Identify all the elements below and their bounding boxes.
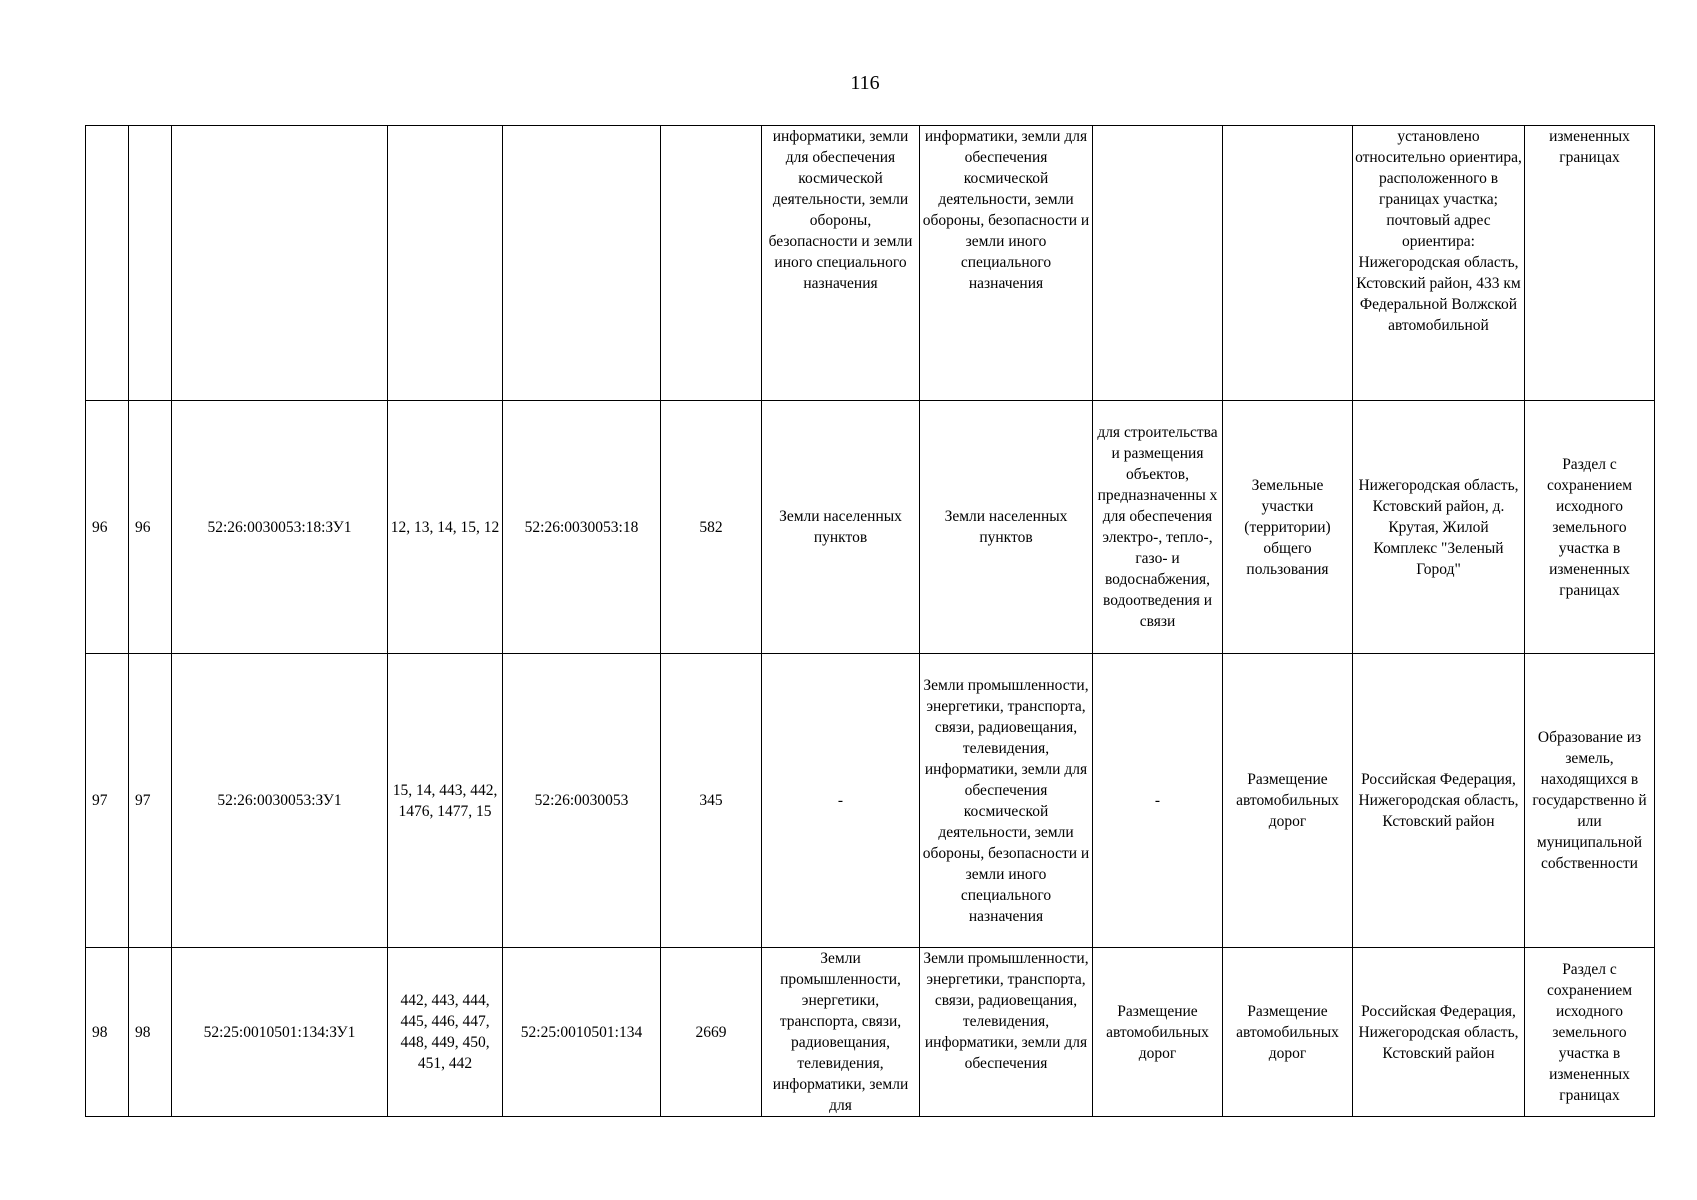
table-row [86, 948, 1655, 1117]
category-before-cell: - [762, 654, 920, 948]
plot-number-cell: 97 [129, 654, 172, 948]
cadastral-cell: 52:26:0030053 [503, 654, 661, 948]
plot-number-cell [129, 126, 172, 401]
row-number-cell [86, 126, 129, 401]
area-cell [661, 126, 762, 401]
page-number: 116 [850, 72, 880, 94]
area-cell: 582 [661, 401, 762, 654]
use-before-cell: для строительства и размещения объектов, предназначенны х для обеспечения электро-, тепло-, газо- и водоснабжения, водоотведения и связи [1093, 401, 1223, 654]
category-after-cell: Земли промышленности, энергетики, транспорта, связи, радиовещания, телевидения, информатики, земли для обеспечения космической деятельности, земли обороны, безопасности и земли иного специального назначения [920, 654, 1093, 948]
plot-number-cell: 96 [129, 401, 172, 654]
address-cell: Российская Федерация, Нижегородская область, Кстовский район [1353, 654, 1525, 948]
use-after-cell: Земельные участки (территории) общего пользования [1223, 401, 1353, 654]
plot-number-cell: 98 [129, 948, 172, 1117]
points-cell: 15, 14, 443, 442, 1476, 1477, 15 [388, 654, 503, 948]
method-cell: измененных границах [1525, 126, 1655, 401]
row-number-cell: 98 [86, 948, 129, 1117]
method-cell: Раздел с сохранением исходного земельного участка в измененных границах [1525, 948, 1655, 1117]
table-row [86, 126, 1655, 401]
category-before-cell: информатики, земли для обеспечения космической деятельности, земли обороны, безопасности и земли иного специального назначения [762, 126, 920, 401]
category-after-cell: Земли населенных пунктов [920, 401, 1093, 654]
table-row [86, 401, 1655, 654]
row-number-cell: 96 [86, 401, 129, 654]
points-cell: 442, 443, 444, 445, 446, 447, 448, 449, 450, 451, 442 [388, 948, 503, 1117]
plot-id-cell: 52:25:0010501:134:ЗУ1 [172, 948, 388, 1117]
points-cell [388, 126, 503, 401]
plot-id-cell [172, 126, 388, 401]
method-cell: Образование из земель, находящихся в государственно й или муниципальной собственности [1525, 654, 1655, 948]
area-cell: 2669 [661, 948, 762, 1117]
cadastral-cell: 52:25:0010501:134 [503, 948, 661, 1117]
land-plot-table [85, 125, 1655, 1117]
use-after-cell: Размещение автомобильных дорог [1223, 654, 1353, 948]
category-after-cell: Земли промышленности, энергетики, транспорта, связи, радиовещания, телевидения, информатики, земли для обеспечения [920, 948, 1093, 1117]
use-before-cell: Размещение автомобильных дорог [1093, 948, 1223, 1117]
category-before-cell: Земли населенных пунктов [762, 401, 920, 654]
use-before-cell: - [1093, 654, 1223, 948]
method-cell: Раздел с сохранением исходного земельного участка в измененных границах [1525, 401, 1655, 654]
row-number-cell: 97 [86, 654, 129, 948]
table-row [86, 654, 1655, 948]
use-after-cell: Размещение автомобильных дорог [1223, 948, 1353, 1117]
area-cell: 345 [661, 654, 762, 948]
cadastral-cell: 52:26:0030053:18 [503, 401, 661, 654]
address-cell: Нижегородская область, Кстовский район, д. Крутая, Жилой Комплекс "Зеленый Город" [1353, 401, 1525, 654]
plot-id-cell: 52:26:0030053:ЗУ1 [172, 654, 388, 948]
category-after-cell: информатики, земли для обеспечения космической деятельности, земли обороны, безопасности и земли иного специального назначения [920, 126, 1093, 401]
address-cell: Российская Федерация, Нижегородская область, Кстовский район [1353, 948, 1525, 1117]
plot-id-cell: 52:26:0030053:18:ЗУ1 [172, 401, 388, 654]
address-cell: установлено относительно ориентира, расположенного в границах участка; почтовый адрес ориентира: Нижегородская область, Кстовский район, 433 км Федеральной Волжской автомобильной [1353, 126, 1525, 401]
category-before-cell: Земли промышленности, энергетики, транспорта, связи, радиовещания, телевидения, информатики, земли для [762, 948, 920, 1117]
use-before-cell [1093, 126, 1223, 401]
cadastral-cell [503, 126, 661, 401]
points-cell: 12, 13, 14, 15, 12 [388, 401, 503, 654]
use-after-cell [1223, 126, 1353, 401]
